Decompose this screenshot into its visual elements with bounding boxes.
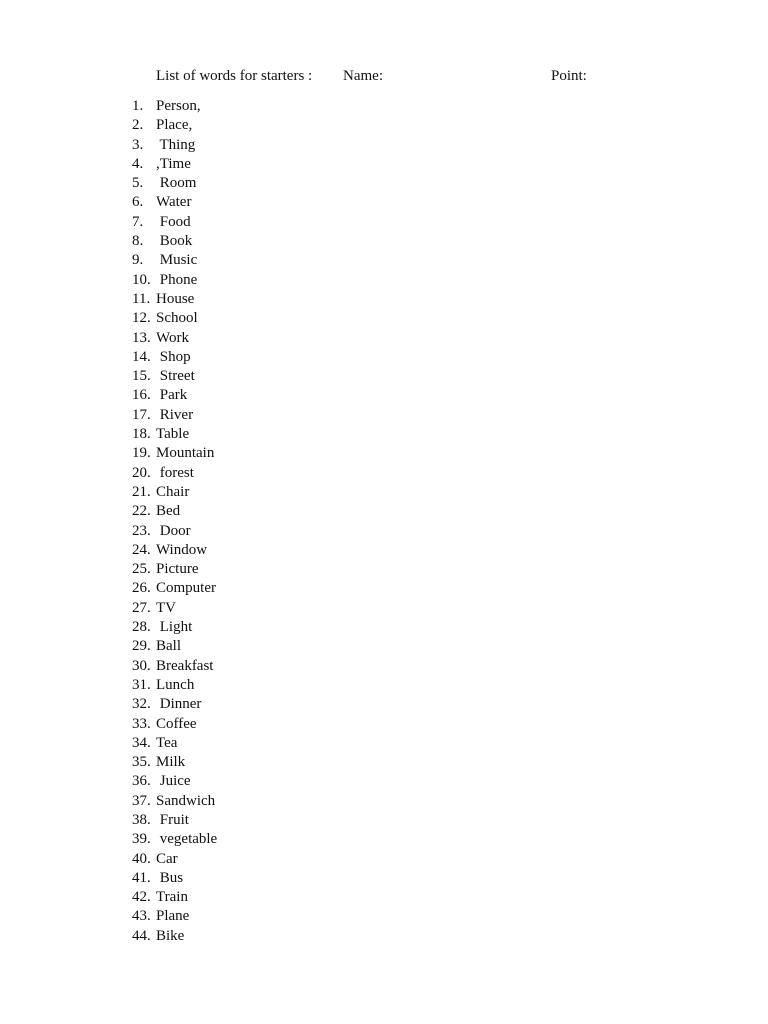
list-item-word: House [156,290,195,307]
list-item-word: Phone [156,271,198,288]
list-item-word: Chair [156,483,190,500]
list-item-number: 10. [132,271,151,288]
list-item-word: Table [156,426,190,443]
list-item-number: 27. [132,599,151,616]
list-item-number: 6. [132,194,144,211]
list-item-number: 15. [132,368,151,385]
list-item-word: Breakfast [156,657,214,674]
list-item-word: Lunch [156,676,195,693]
list-item-number: 29. [132,638,151,655]
list-item-number: 41. [132,869,151,886]
list-item-number: 25. [132,561,151,578]
list-item-number: 31. [132,676,151,693]
list-item-number: 22. [132,503,151,520]
list-item-word: ,Time [156,155,191,172]
list-item-word: Park [156,387,188,404]
list-item-number: 30. [132,657,151,674]
list-item-number: 9. [132,252,144,269]
list-item-number: 34. [132,734,151,751]
list-item-word: Work [156,329,189,346]
list-item-number: 43. [132,908,151,925]
list-item-word: Dinner [156,696,202,713]
list-item-number: 40. [132,850,151,867]
list-item-word: Light [156,619,193,636]
list-item-word: Person, [156,98,201,114]
list-item-word: Book [156,233,193,250]
list-item-word: Window [156,541,208,558]
list-item-word: School [156,310,198,327]
list-item-number: 42. [132,889,151,906]
list-item-number: 20. [132,464,151,481]
list-item-word: Juice [156,773,191,790]
list-item-number: 32. [132,696,151,713]
list-item-word: Street [156,368,195,385]
list-item-word: Water [156,194,192,211]
list-item-word: Car [156,850,178,867]
list-item-word: Music [156,252,198,269]
list-item-word: Coffee [156,715,197,732]
list-item-number: 5. [132,175,144,192]
list-item-number: 23. [132,522,151,539]
list-item-word: River [156,406,194,423]
name-label: Name: [343,68,383,84]
point-label: Point: [551,68,587,84]
list-item-word: Train [156,889,188,906]
list-item-number: 2. [132,117,144,134]
list-item-number: 4. [132,155,144,172]
list-item-number: 19. [132,445,151,462]
list-item-number: 3. [132,136,144,153]
list-item-word: Door [156,522,191,539]
list-item-number: 14. [132,348,151,365]
list-item-word: Fruit [156,811,189,828]
list-item-number: 16. [132,387,151,404]
list-item-number: 12. [132,310,151,327]
list-item-word: forest [156,464,194,481]
list-item-number: 39. [132,831,151,848]
list-item-number: 18. [132,426,151,443]
list-item-number: 36. [132,773,151,790]
list-item-number: 44. [132,927,151,944]
list-item-number: 13. [132,329,151,346]
list-item-number: 8. [132,233,144,250]
worksheet-title: List of words for starters : [156,68,313,84]
list-item-word: TV [156,599,176,616]
list-item-word: Computer [156,580,216,597]
list-item-word: Place, [156,117,193,134]
list-item-number: 24. [132,541,151,558]
list-item-number: 35. [132,754,151,771]
list-item-word: Milk [156,754,186,771]
list-item-number: 21. [132,483,151,500]
list-item-word: Room [156,175,197,192]
list-item-word: Bike [156,927,185,944]
list-item-number: 17. [132,406,151,423]
list-item-word: Bus [156,869,184,886]
list-item-number: 28. [132,619,151,636]
list-item-number: 11. [132,290,151,307]
list-item-number: 1. [132,98,144,114]
list-item-word: Bed [156,503,181,520]
list-item-word: Shop [156,348,191,365]
list-item-number: 7. [132,213,144,230]
list-item-word: Food [156,213,191,230]
list-item-word: Thing [156,136,196,153]
list-item-word: Plane [156,908,190,925]
list-item-number: 38. [132,811,151,828]
list-item-number: 33. [132,715,151,732]
list-item-word: Tea [156,734,178,751]
list-item-word: Ball [156,638,181,655]
list-item-word: Sandwich [156,792,216,809]
list-item-word: Mountain [156,445,215,462]
list-item-word: vegetable [156,831,218,848]
list-item-word: Picture [156,561,199,578]
list-item-number: 37. [132,792,151,809]
worksheet-header [0,68,768,88]
list-item-number: 26. [132,580,151,597]
